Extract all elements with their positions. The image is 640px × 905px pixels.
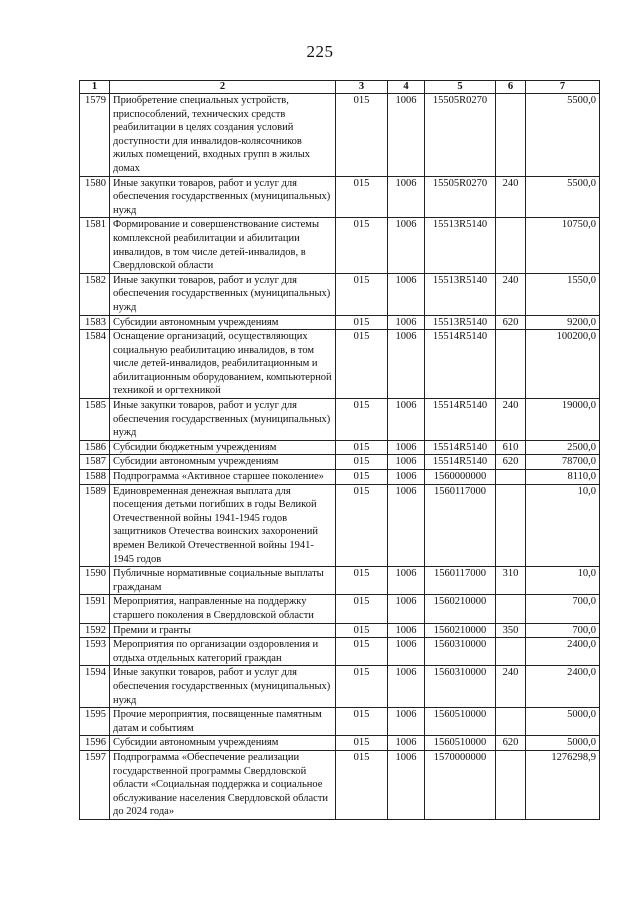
row-ministry-code: 015	[336, 470, 388, 485]
row-target-code: 15514R5140	[425, 399, 496, 441]
row-ministry-code: 015	[336, 623, 388, 638]
row-name: Подпрограмма «Активное старшее поколение»	[110, 470, 336, 485]
row-name: Субсидии автономным учреждениям	[110, 736, 336, 751]
row-target-code: 15514R5140	[425, 330, 496, 399]
row-number: 1584	[80, 330, 110, 399]
table-row	[80, 94, 600, 177]
row-amount: 100200,0	[526, 330, 600, 399]
row-amount: 19000,0	[526, 399, 600, 441]
row-name: Субсидии автономным учреждениям	[110, 315, 336, 330]
table-row	[80, 330, 600, 399]
row-section-code: 1006	[388, 218, 425, 273]
table-row	[80, 750, 600, 819]
row-name: Приобретение специальных устройств, приспособлений, технических средств реабилитации в целях создания условий доступности для инвалидов-колясочников жилых помещений, входных групп в жилых домах	[110, 94, 336, 177]
row-amount: 5000,0	[526, 708, 600, 736]
row-ministry-code: 015	[336, 273, 388, 315]
row-amount: 2400,0	[526, 638, 600, 666]
column-header: 5	[425, 81, 496, 94]
row-number: 1589	[80, 484, 110, 567]
row-name: Мероприятия по организации оздоровления и отдыха отдельных категорий граждан	[110, 638, 336, 666]
row-ministry-code: 015	[336, 94, 388, 177]
row-name: Иные закупки товаров, работ и услуг для обеспечения государственных (муниципальных) нужд	[110, 666, 336, 708]
row-expense-type	[496, 638, 526, 666]
row-expense-type: 620	[496, 736, 526, 751]
row-expense-type	[496, 330, 526, 399]
row-number: 1582	[80, 273, 110, 315]
row-expense-type: 310	[496, 567, 526, 595]
row-expense-type	[496, 470, 526, 485]
row-number: 1593	[80, 638, 110, 666]
table-row	[80, 638, 600, 666]
row-section-code: 1006	[388, 750, 425, 819]
row-expense-type: 350	[496, 623, 526, 638]
row-target-code: 1560310000	[425, 638, 496, 666]
row-ministry-code: 015	[336, 176, 388, 218]
row-number: 1592	[80, 623, 110, 638]
row-target-code: 1560510000	[425, 708, 496, 736]
row-name: Публичные нормативные социальные выплаты гражданам	[110, 567, 336, 595]
row-name: Субсидии бюджетным учреждениям	[110, 440, 336, 455]
row-amount: 2500,0	[526, 440, 600, 455]
row-number: 1585	[80, 399, 110, 441]
table-row	[80, 176, 600, 218]
table-row	[80, 567, 600, 595]
row-target-code: 1570000000	[425, 750, 496, 819]
budget-table	[79, 80, 600, 820]
row-amount: 5500,0	[526, 94, 600, 177]
row-section-code: 1006	[388, 94, 425, 177]
row-section-code: 1006	[388, 315, 425, 330]
row-ministry-code: 015	[336, 440, 388, 455]
row-section-code: 1006	[388, 440, 425, 455]
row-target-code: 15505R0270	[425, 94, 496, 177]
row-expense-type: 240	[496, 176, 526, 218]
row-ministry-code: 015	[336, 567, 388, 595]
row-section-code: 1006	[388, 567, 425, 595]
row-amount: 10,0	[526, 567, 600, 595]
row-ministry-code: 015	[336, 595, 388, 623]
row-section-code: 1006	[388, 666, 425, 708]
row-ministry-code: 015	[336, 736, 388, 751]
table-row	[80, 399, 600, 441]
row-ministry-code: 015	[336, 399, 388, 441]
row-expense-type	[496, 218, 526, 273]
table-header-row	[80, 81, 600, 94]
row-section-code: 1006	[388, 176, 425, 218]
row-name: Формирование и совершенствование системы комплексной реабилитации и абилитации инвалидов, в том числе детей-инвалидов, в Свердловской области	[110, 218, 336, 273]
row-target-code: 1560510000	[425, 736, 496, 751]
table-row	[80, 273, 600, 315]
row-expense-type	[496, 484, 526, 567]
table-row	[80, 440, 600, 455]
row-target-code: 15505R0270	[425, 176, 496, 218]
row-ministry-code: 015	[336, 315, 388, 330]
row-target-code: 1560117000	[425, 567, 496, 595]
row-ministry-code: 015	[336, 218, 388, 273]
row-amount: 10,0	[526, 484, 600, 567]
row-ministry-code: 015	[336, 638, 388, 666]
column-header: 2	[110, 81, 336, 94]
row-number: 1594	[80, 666, 110, 708]
row-section-code: 1006	[388, 623, 425, 638]
row-target-code: 15513R5140	[425, 273, 496, 315]
table-row	[80, 315, 600, 330]
row-amount: 1276298,9	[526, 750, 600, 819]
row-name: Субсидии автономным учреждениям	[110, 455, 336, 470]
row-number: 1583	[80, 315, 110, 330]
row-ministry-code: 015	[336, 750, 388, 819]
row-number: 1590	[80, 567, 110, 595]
row-ministry-code: 015	[336, 484, 388, 567]
row-section-code: 1006	[388, 399, 425, 441]
row-section-code: 1006	[388, 455, 425, 470]
row-number: 1591	[80, 595, 110, 623]
table-row	[80, 736, 600, 751]
row-expense-type: 620	[496, 455, 526, 470]
row-expense-type	[496, 750, 526, 819]
row-name: Иные закупки товаров, работ и услуг для обеспечения государственных (муниципальных) нужд	[110, 176, 336, 218]
row-name: Иные закупки товаров, работ и услуг для обеспечения государственных (муниципальных) нужд	[110, 399, 336, 441]
row-target-code: 1560117000	[425, 484, 496, 567]
row-name: Единовременная денежная выплата для посещения детьми погибших в годы Великой Отечественной войны 1941-1945 годов защитников Отечества воинских захоронений времен Великой Отечественной войны 1941-1945 годов	[110, 484, 336, 567]
row-section-code: 1006	[388, 330, 425, 399]
row-amount: 1550,0	[526, 273, 600, 315]
row-expense-type: 240	[496, 273, 526, 315]
row-target-code: 15514R5140	[425, 455, 496, 470]
row-section-code: 1006	[388, 484, 425, 567]
row-number: 1587	[80, 455, 110, 470]
row-amount: 9200,0	[526, 315, 600, 330]
row-amount: 5500,0	[526, 176, 600, 218]
row-section-code: 1006	[388, 736, 425, 751]
row-number: 1596	[80, 736, 110, 751]
row-section-code: 1006	[388, 708, 425, 736]
row-ministry-code: 015	[336, 708, 388, 736]
row-name: Иные закупки товаров, работ и услуг для обеспечения государственных (муниципальных) нужд	[110, 273, 336, 315]
row-number: 1579	[80, 94, 110, 177]
row-section-code: 1006	[388, 638, 425, 666]
row-section-code: 1006	[388, 470, 425, 485]
row-expense-type	[496, 708, 526, 736]
row-name: Прочие мероприятия, посвященные памятным датам и событиям	[110, 708, 336, 736]
table-row	[80, 218, 600, 273]
row-target-code: 15513R5140	[425, 218, 496, 273]
column-header: 1	[80, 81, 110, 94]
row-ministry-code: 015	[336, 455, 388, 470]
row-number: 1595	[80, 708, 110, 736]
row-amount: 2400,0	[526, 666, 600, 708]
row-number: 1581	[80, 218, 110, 273]
row-expense-type: 610	[496, 440, 526, 455]
row-name: Оснащение организаций, осуществляющих социальную реабилитацию инвалидов, в том числе детей-инвалидов, реабилитационным и абилитационным оборудованием, компьютерной техникой и оргтехникой	[110, 330, 336, 399]
row-ministry-code: 015	[336, 666, 388, 708]
row-target-code: 1560210000	[425, 623, 496, 638]
row-number: 1580	[80, 176, 110, 218]
row-amount: 700,0	[526, 595, 600, 623]
row-number: 1586	[80, 440, 110, 455]
column-header: 4	[388, 81, 425, 94]
row-section-code: 1006	[388, 595, 425, 623]
table-row	[80, 666, 600, 708]
table-row	[80, 455, 600, 470]
row-amount: 10750,0	[526, 218, 600, 273]
row-number: 1597	[80, 750, 110, 819]
table-row	[80, 623, 600, 638]
row-ministry-code: 015	[336, 330, 388, 399]
table-row	[80, 470, 600, 485]
table-row	[80, 708, 600, 736]
row-expense-type	[496, 94, 526, 177]
row-expense-type: 240	[496, 666, 526, 708]
table-row	[80, 484, 600, 567]
row-amount: 5000,0	[526, 736, 600, 751]
row-target-code: 15513R5140	[425, 315, 496, 330]
row-name: Подпрограмма «Обеспечение реализации государственной программы Свердловской области «Социальная поддержка и социальное обслуживание населения Свердловской области до 2024 года»	[110, 750, 336, 819]
page-number: 225	[306, 42, 334, 61]
table-row	[80, 595, 600, 623]
row-expense-type: 240	[496, 399, 526, 441]
row-section-code: 1006	[388, 273, 425, 315]
row-expense-type	[496, 595, 526, 623]
table-body	[80, 94, 600, 820]
row-name: Премии и гранты	[110, 623, 336, 638]
row-amount: 8110,0	[526, 470, 600, 485]
column-header: 6	[496, 81, 526, 94]
row-expense-type: 620	[496, 315, 526, 330]
column-header: 3	[336, 81, 388, 94]
row-number: 1588	[80, 470, 110, 485]
row-amount: 78700,0	[526, 455, 600, 470]
row-target-code: 1560210000	[425, 595, 496, 623]
row-target-code: 1560310000	[425, 666, 496, 708]
row-amount: 700,0	[526, 623, 600, 638]
row-target-code: 15514R5140	[425, 440, 496, 455]
row-name: Мероприятия, направленные на поддержку старшего поколения в Свердловской области	[110, 595, 336, 623]
row-target-code: 1560000000	[425, 470, 496, 485]
column-header: 7	[526, 81, 600, 94]
